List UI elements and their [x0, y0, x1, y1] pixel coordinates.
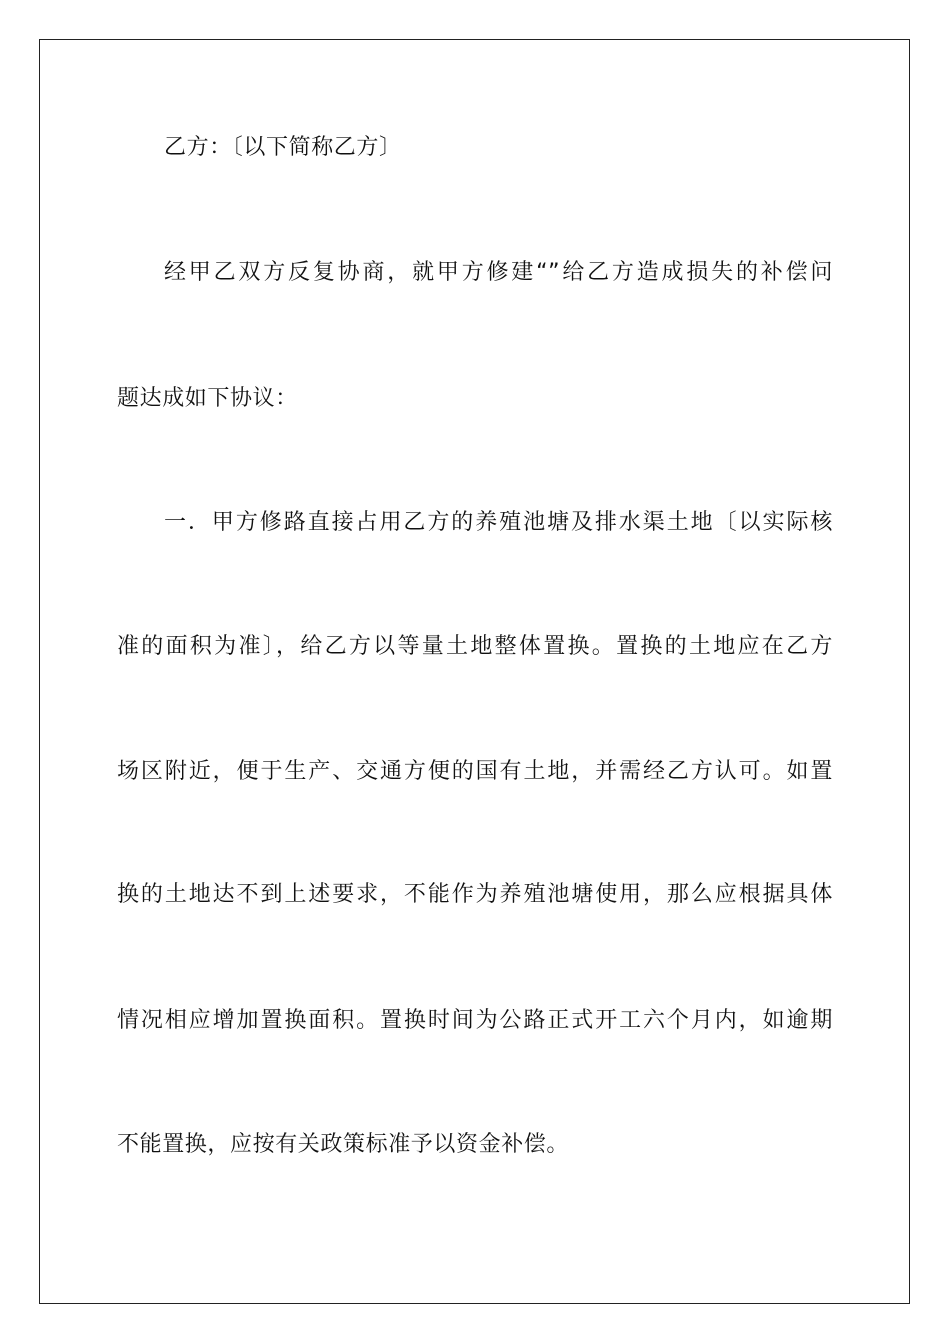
clause-1-line-3: 场区附近，便于生产、交通方便的国有土地，并需经乙方认可。如置 — [117, 759, 833, 784]
intro-paragraph-line-2: 题达成如下协议： — [117, 386, 298, 411]
party-b-line: 乙方：〔以下简称乙方〕 — [164, 135, 402, 160]
clause-1-line-4: 换的土地达不到上述要求，不能作为养殖池塘使用，那么应根据具体 — [117, 882, 833, 907]
clause-1-line-2: 准的面积为准〕，给乙方以等量土地整体置换。置换的土地应在乙方 — [117, 634, 833, 659]
clause-1-line-5: 情况相应增加置换面积。置换时间为公路正式开工六个月内，如逾期 — [117, 1008, 833, 1033]
clause-1-line-1: 一．甲方修路直接占用乙方的养殖池塘及排水渠土地〔以实际核 — [164, 510, 833, 535]
clause-1-line-6: 不能置换，应按有关政策标准予以资金补偿。 — [117, 1132, 570, 1157]
intro-paragraph-line-1: 经甲乙双方反复协商，就甲方修建“”给乙方造成损失的补偿问 — [164, 260, 833, 285]
page-border — [39, 39, 910, 1304]
